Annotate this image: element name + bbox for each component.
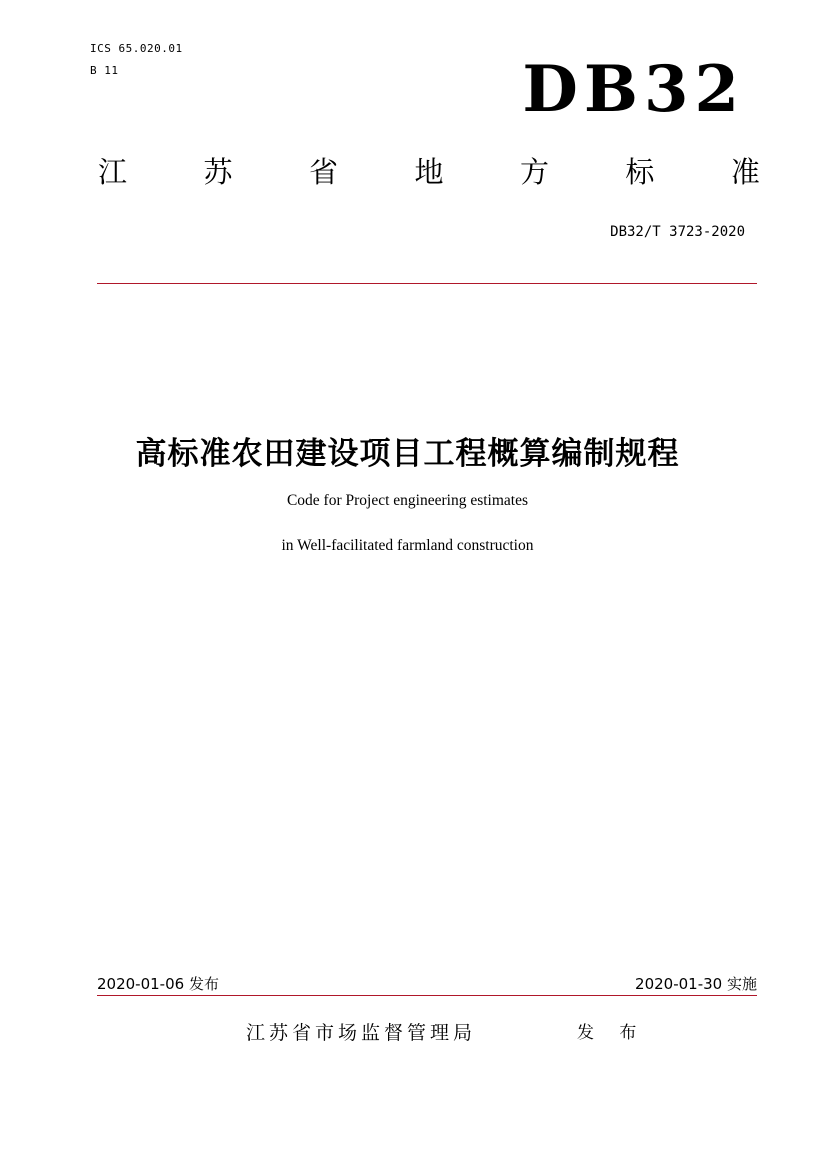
document-title: 高标准农田建设项目工程概算编制规程 (135, 436, 680, 472)
standard-type-char: 江 (98, 155, 128, 189)
standard-type-char: 地 (414, 155, 444, 189)
standard-code: DB32/T 3723-2020 (610, 224, 745, 240)
standard-type-char: 标 (625, 155, 655, 189)
standard-type-char: 苏 (203, 155, 233, 189)
implementation-date: 2020-01-30 实施 (635, 975, 757, 993)
standard-type-char: 方 (519, 155, 549, 189)
db32-logo: DB32 (522, 52, 745, 127)
english-title-line-2: in Well-facilitated farmland construction (281, 537, 534, 554)
standard-type-char: 省 (308, 155, 338, 189)
issue-date: 2020-01-06 发布 (97, 975, 219, 993)
bottom-divider (97, 995, 757, 996)
english-title-line-1: Code for Project engineering estimates (286, 492, 529, 509)
ics-number: ICS 65.020.01 (90, 42, 183, 55)
standard-type-heading (98, 150, 760, 194)
top-divider (97, 283, 757, 284)
publish-label: 发 布 (577, 1023, 647, 1043)
publisher-name: 江苏省市场监督管理局 (246, 1022, 477, 1044)
standard-type-char: 准 (730, 155, 760, 189)
classification-code: B 11 (90, 64, 119, 77)
